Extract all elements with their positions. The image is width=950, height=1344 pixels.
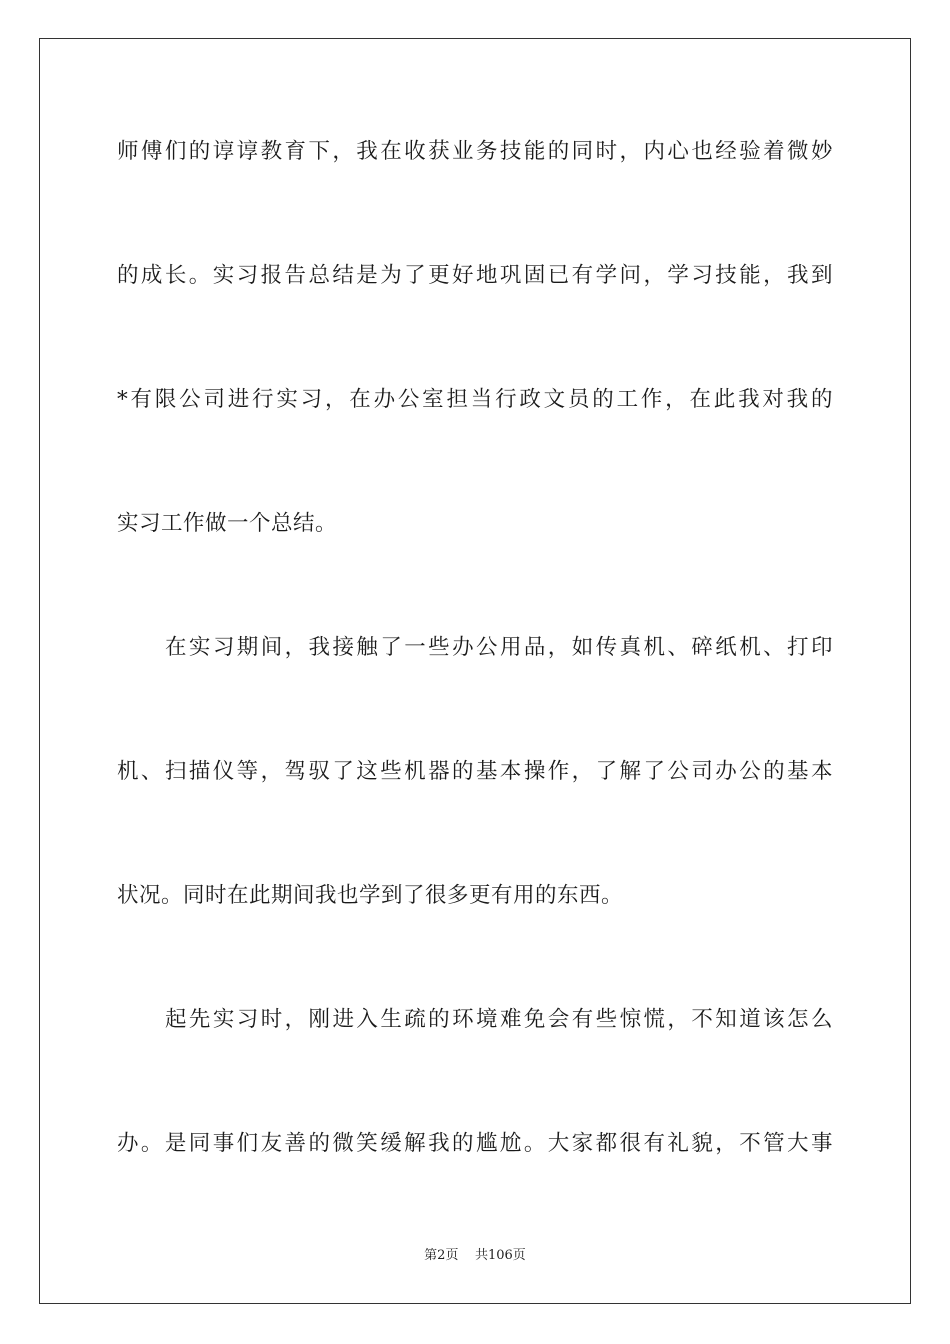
paragraph-line: *有限公司进行实习，在办公室担当行政文员的工作，在此我对我的: [117, 387, 833, 412]
page-footer: [0, 1247, 950, 1265]
paragraph-line: 的成长。实习报告总结是为了更好地巩固已有学问，学习技能，我到: [117, 263, 833, 288]
paragraph-line: 机、扫描仪等，驾驭了这些机器的基本操作，了解了公司办公的基本: [117, 759, 833, 784]
page-number: 第2页: [424, 1248, 459, 1263]
paragraph-line: 实习工作做一个总结。: [117, 511, 338, 536]
paragraph-line: 起先实习时，刚进入生疏的环境难免会有些惊慌，不知道该怎么: [165, 1007, 833, 1032]
paragraph-line: 在实习期间，我接触了一些办公用品，如传真机、碎纸机、打印: [165, 635, 833, 660]
paragraph-line: 状况。同时在此期间我也学到了很多更有用的东西。: [117, 883, 624, 908]
page-border: [39, 38, 911, 1304]
paragraph-line: 师傅们的谆谆教育下，我在收获业务技能的同时，内心也经验着微妙: [117, 139, 833, 164]
paragraph-line: 办。是同事们友善的微笑缓解我的尴尬。大家都很有礼貌，不管大事: [117, 1131, 833, 1156]
page-total: 共106页: [474, 1248, 526, 1263]
